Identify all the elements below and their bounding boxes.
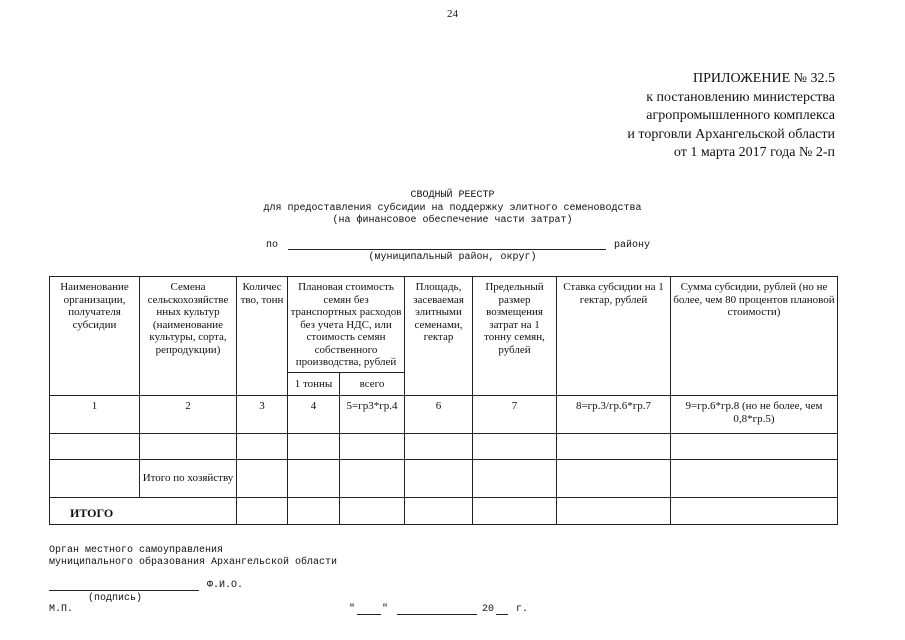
- table-header-row: [50, 277, 838, 373]
- number-cell: 2: [140, 396, 237, 434]
- number-cell: 4: [288, 396, 340, 434]
- number-cell: 1: [50, 396, 140, 434]
- registry-table: [49, 276, 838, 525]
- fio-label: Ф.И.О.: [207, 580, 244, 591]
- header-quantity: Количес тво, тонн: [237, 277, 288, 396]
- date-day-line: [357, 614, 381, 615]
- signature-hint: (подпись): [88, 593, 143, 604]
- appendix-date-line: от 1 марта 2017 года № 2-п: [673, 145, 835, 160]
- date-quote-close: ": [382, 604, 389, 615]
- number-cell: 7: [473, 396, 557, 434]
- registry-subtitle-note: (на финансовое обеспечение части затрат): [332, 215, 573, 226]
- number-cell: 3: [237, 396, 288, 434]
- district-blank-line: [288, 249, 606, 250]
- header-seeds: Семена сельскохозяйстве нных культур (наименование культуры, сорта, репродукции): [140, 277, 237, 396]
- farm-total-label: Итого по хозяйству: [140, 460, 237, 498]
- district-hint: (муниципальный район, округ): [368, 252, 537, 263]
- header-area: Площадь, засеваемая элитными семенами, гектар: [405, 277, 473, 396]
- grand-total-label: ИТОГО: [50, 498, 237, 525]
- number-cell: 9=гр.6*гр.8 (но не более, чем 0,8*гр.5): [671, 396, 838, 434]
- date-quote-open: ": [349, 604, 356, 615]
- header-subsidy-sum: Сумма субсидии, рублей (но не более, чем 80 процентов плановой стоимости): [671, 277, 838, 396]
- mp-label: М.П.: [49, 604, 74, 615]
- po-label: по: [266, 240, 279, 251]
- registry-title: СВОДНЫЙ РЕЕСТР: [410, 190, 495, 201]
- header-total: всего: [340, 373, 405, 396]
- farm-total-row: [50, 460, 838, 498]
- year-prefix: 20: [482, 604, 495, 615]
- appendix-title: ПРИЛОЖЕНИЕ № 32.5: [693, 71, 835, 86]
- registry-subtitle: для предоставления субсидии на поддержку элитного семеноводства: [263, 202, 642, 214]
- year-line: [496, 614, 508, 615]
- org-line-1: Орган местного самоуправления: [49, 545, 224, 556]
- appendix-header: [627, 70, 835, 163]
- header-org-name: Наименование организации, получателя субсидии: [50, 277, 140, 396]
- number-cell: 6: [405, 396, 473, 434]
- org-line-2: муниципального образования Архангельской области: [49, 557, 338, 568]
- table-row: [50, 434, 838, 460]
- appendix-line: к постановлению министерства: [646, 89, 835, 105]
- table-numbering-row: [50, 396, 838, 434]
- header-rate: Ставка субсидии на 1 гектар, рублей: [557, 277, 671, 396]
- appendix-line: и торговли Архангельской области: [627, 126, 835, 142]
- header-planned-cost: Плановая стоимость семян без транспортных расходов без учета НДС, или стоимость семян собственного производства, рублей: [288, 277, 405, 373]
- signature-line: [49, 590, 199, 591]
- grand-total-row: [50, 498, 838, 525]
- rayon-label: району: [614, 240, 651, 251]
- date-month-line: [397, 614, 477, 615]
- number-cell: 8=гр.3/гр.6*гр.7: [557, 396, 671, 434]
- page-number: 24: [447, 8, 458, 20]
- header-per-ton: 1 тонны: [288, 373, 340, 396]
- registry-heading: [0, 190, 905, 228]
- year-g-label: г.: [516, 604, 529, 615]
- appendix-line: агропромышленного комплекса: [646, 108, 835, 123]
- number-cell: 5=гр3*гр.4: [340, 396, 405, 434]
- header-max-reimbursement: Предельный размер возмещения затрат на 1 тонну семян, рублей: [473, 277, 557, 396]
